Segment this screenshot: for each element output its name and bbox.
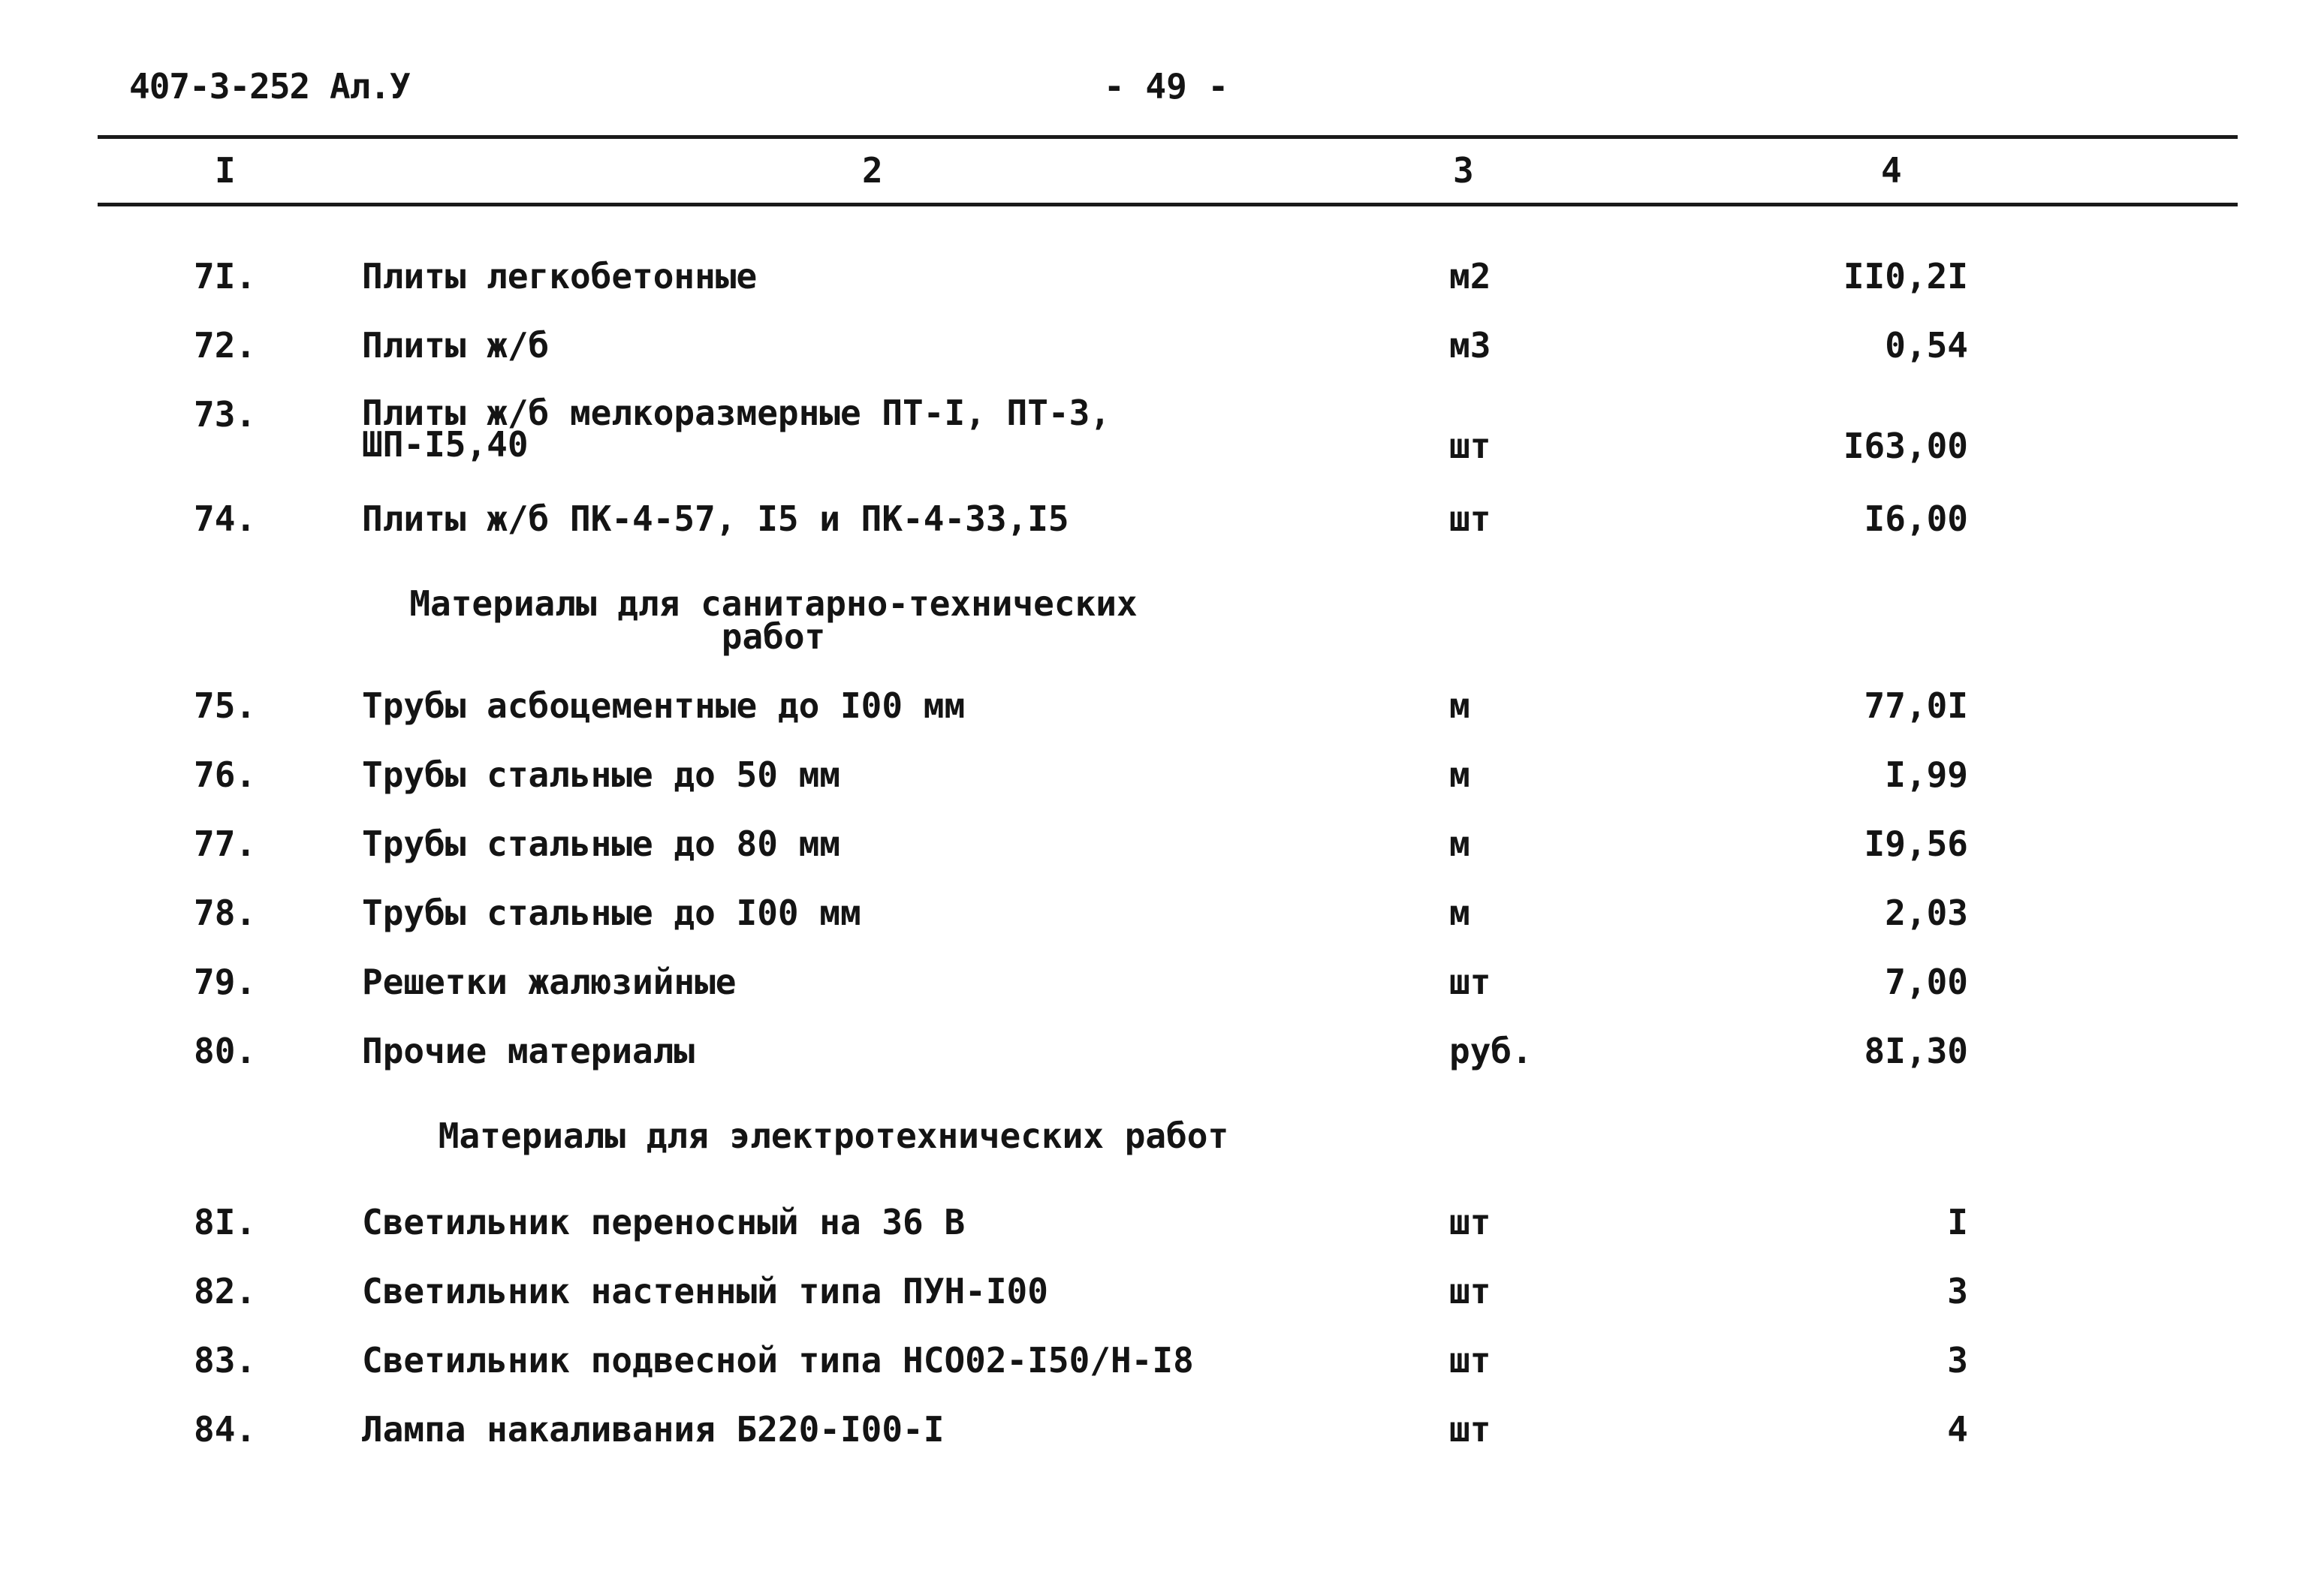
row-unit: м	[1449, 824, 1470, 864]
row-quantity: 4	[1947, 1409, 1968, 1450]
table-header-rule	[98, 203, 2238, 206]
row-quantity: 8I,30	[1864, 1031, 1968, 1071]
row-unit: шт	[1449, 1271, 1491, 1311]
row-number: 82.	[194, 1271, 257, 1311]
row-quantity: 3	[1947, 1271, 1968, 1311]
row-unit: м	[1449, 685, 1470, 726]
row-unit: м	[1449, 754, 1470, 795]
row-unit: шт	[1449, 1409, 1491, 1450]
column-header-number: I	[215, 150, 236, 191]
row-name: Трубы стальные до I00 мм	[362, 893, 861, 933]
row-name: Трубы асбоцементные до I00 мм	[362, 685, 966, 726]
row-number: 84.	[194, 1409, 257, 1450]
row-number: 80.	[194, 1031, 257, 1071]
row-number: 83.	[194, 1340, 257, 1381]
row-number: 77.	[194, 824, 257, 864]
row-name: Светильник подвесной типа НСО02-I50/Н-I8	[362, 1340, 1194, 1381]
page-number: - 49 -	[1104, 66, 1229, 107]
row-unit: шт	[1449, 1340, 1491, 1381]
row-number: 79.	[194, 962, 257, 1002]
row-name: Плиты ж/б	[362, 325, 550, 366]
column-header-name: 2	[862, 150, 883, 191]
row-quantity: I6,00	[1864, 498, 1968, 539]
row-name: Плиты легкобетонные	[362, 256, 758, 297]
row-quantity: 2,03	[1885, 893, 1968, 933]
row-name: Плиты ж/б мелкоразмерные ПТ-I, ПТ-3, ШП-I5,40	[362, 393, 1111, 465]
row-quantity: I63,00	[1843, 426, 1968, 466]
row-number: 8I.	[194, 1202, 257, 1242]
row-unit: шт	[1449, 962, 1491, 1002]
row-quantity: I	[1947, 1202, 1968, 1242]
row-name: Трубы стальные до 50 мм	[362, 754, 840, 795]
row-name: Прочие материалы	[362, 1031, 695, 1071]
table-top-rule	[98, 135, 2238, 139]
row-unit: м2	[1449, 256, 1491, 297]
row-unit: м3	[1449, 325, 1491, 366]
row-quantity: II0,2I	[1843, 256, 1968, 297]
row-unit: шт	[1449, 426, 1491, 466]
row-number: 73.	[194, 394, 257, 435]
row-name: Решетки жалюзийные	[362, 962, 737, 1002]
row-name: Светильник переносный на 36 В	[362, 1202, 966, 1242]
row-number: 76.	[194, 754, 257, 795]
row-name: Плиты ж/б ПК-4-57, I5 и ПК-4-33,I5	[362, 498, 1069, 539]
row-quantity: I,99	[1885, 754, 1968, 795]
row-name: Трубы стальные до 80 мм	[362, 824, 840, 864]
document-code: 407-3-252 Ал.У	[129, 66, 410, 107]
row-number: 78.	[194, 893, 257, 933]
row-number: 72.	[194, 325, 257, 366]
row-number: 7I.	[194, 256, 257, 297]
row-name: Светильник настенный типа ПУН-I00	[362, 1271, 1048, 1311]
column-header-unit: 3	[1453, 150, 1474, 191]
column-header-quantity: 4	[1881, 150, 1902, 191]
row-unit: м	[1449, 893, 1470, 933]
row-name: Лампа накаливания Б220-I00-I	[362, 1409, 945, 1450]
section-title-sanitary: Материалы для санитарно-технических работ	[409, 583, 1138, 657]
row-quantity: 7,00	[1885, 962, 1968, 1002]
row-quantity: 3	[1947, 1340, 1968, 1381]
section-title-electrical: Материалы для электротехнических работ	[438, 1116, 1229, 1156]
row-unit: шт	[1449, 1202, 1491, 1242]
row-quantity: I9,56	[1864, 824, 1968, 864]
row-number: 75.	[194, 685, 257, 726]
row-quantity: 77,0I	[1864, 685, 1968, 726]
table-column-headers	[0, 150, 2306, 195]
row-quantity: 0,54	[1885, 325, 1968, 366]
row-unit: шт	[1449, 498, 1491, 539]
row-unit: руб.	[1449, 1031, 1533, 1071]
row-number: 74.	[194, 498, 257, 539]
